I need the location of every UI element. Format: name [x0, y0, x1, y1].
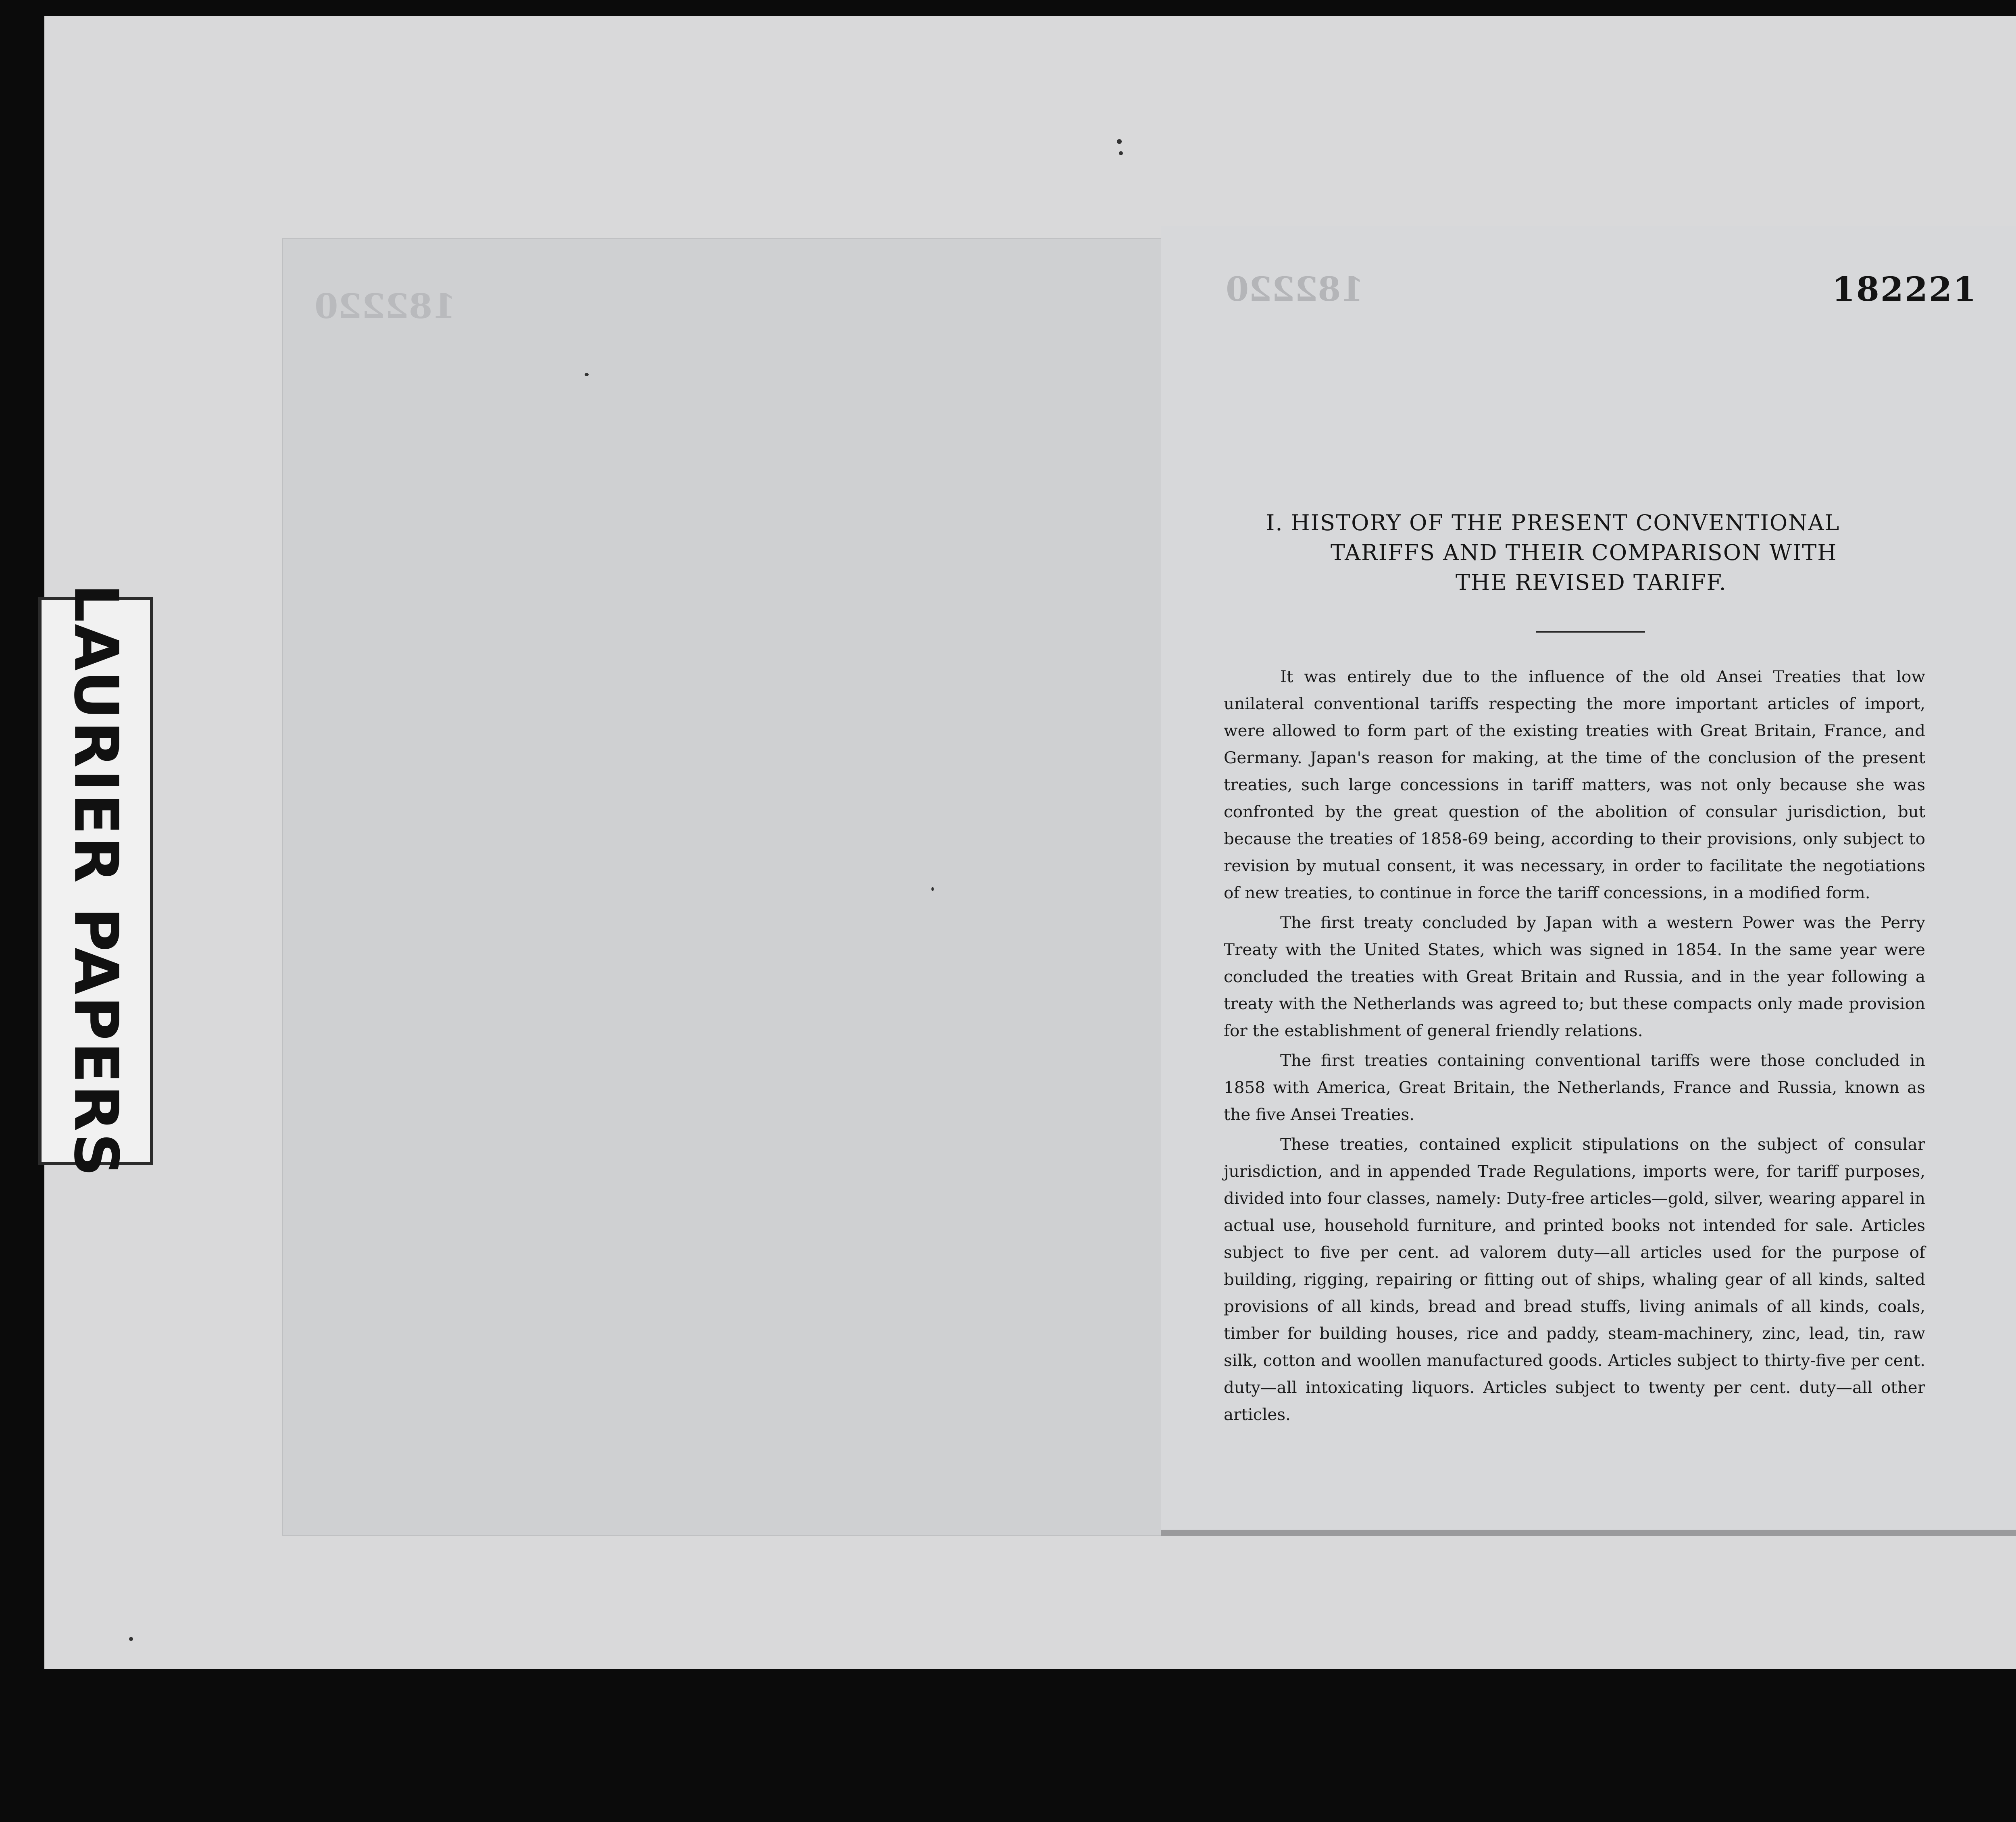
paragraph-2: The first treaty concluded by Japan with a western Power was the Perry Treaty with the United States, which was signed in 1854. In the same year were concluded the treaties with Great Britain and Russia, and in the year following a treaty with the Netherlands was agreed to; but these compacts only made provision for the establishment of general friendly relations.	[1224, 913, 1925, 1040]
collection-label-box	[38, 583, 153, 1179]
heading-line-1: I. HISTORY OF THE PRESENT CONVENTIONAL	[1266, 510, 1840, 535]
film-speck	[585, 373, 589, 376]
right-page-bleed-number: 182220	[1226, 270, 1364, 309]
left-page	[282, 238, 1173, 1536]
film-speck	[1117, 139, 1122, 144]
collection-label-text: LAURIER PAPERS	[60, 583, 131, 1179]
film-speck	[129, 1637, 133, 1641]
film-speck	[931, 887, 934, 891]
paragraph-1: It was entirely due to the influence of the old Ansei Treaties that low unilateral conventional tariffs respecting the more important articles of import, were allowed to form part of the existing treaties with Great Britain, France, and Germany. Japan's reason for making, at the time of the conclusion of the present treaties, such large concessions in tariff matters, was not only because she was confronted by the great question of the abolition of consular jurisdiction, but because the treaties of 1858-69 being, according to their provisions, only subject to revision by mutual consent, it was necessary, in order to facilitate the negotiations of new treaties, to continue in force the tariff concessions, in a modified form.	[1224, 667, 1925, 902]
left-page-bleed-number: 182220	[314, 286, 456, 326]
document-number: 182221	[1832, 270, 1977, 309]
paragraph-3: The first treaties containing conventional tariffs were those concluded in 1858 with America, Great Britain, the Netherlands, France and Russia, known as the five Ansei Treaties.	[1224, 1051, 1925, 1124]
right-page	[1161, 226, 2016, 1536]
section-heading	[1266, 508, 1927, 598]
body-text	[1224, 663, 1925, 1431]
film-speck	[1119, 151, 1123, 155]
paragraph-4: These treaties, contained explicit stipulations on the subject of consular jurisdiction, and in appended Trade Regulations, imports were, for tariff purposes, divided into four classes, namely: Duty-free articles—gold, silver, wearing apparel in actual use, household furniture, and printed books not intended for sale. Articles subject to five per cent. ad valorem duty—all articles used for the purpose of building, rigging, repairing or fitting out of ships, whaling gear of all kinds, salted provisions of all kinds, bread and bread stuffs, living animals of all kinds, coals, timber for building houses, rice and paddy, steam-machinery, zinc, lead, tin, raw silk, cotton and woollen manufactured goods. Articles subject to thirty-five per cent. duty—all intoxicating liquors. Articles subject to twenty per cent. duty—all other articles.	[1224, 1135, 1925, 1424]
heading-line-2: TARIFFS AND THEIR COMPARISON WITH	[1331, 540, 1837, 565]
heading-line-3: THE REVISED TARIFF.	[1456, 570, 1727, 595]
collection-label	[42, 583, 150, 1179]
heading-divider	[1536, 631, 1645, 633]
